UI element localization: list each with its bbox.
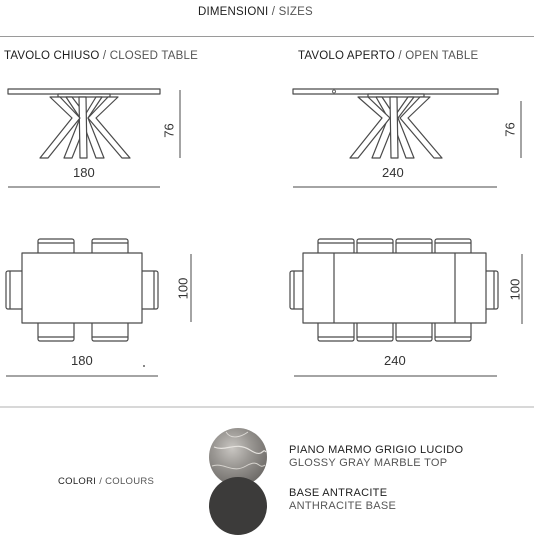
open-label-separator: / (398, 50, 402, 62)
closed-label-english: CLOSED TABLE (109, 50, 198, 62)
open-label-italian: TAVOLO APERTO (298, 50, 395, 62)
open-length-label: 240 (382, 165, 404, 180)
colour-name-italian: BASE ANTRACITE (289, 487, 388, 499)
open-width-label: 100 (507, 278, 523, 301)
colours-label-italian: COLORI (58, 476, 97, 487)
closed-height-label: 76 (161, 123, 177, 138)
colour-item-marble (289, 444, 463, 469)
closed-top-view (6, 239, 158, 341)
title-english: SIZES (278, 6, 313, 18)
open-height-label: 76 (502, 122, 518, 137)
colour-name-italian: PIANO MARMO GRIGIO LUCIDO (289, 444, 464, 456)
colours-label (58, 476, 154, 487)
colour-name-english: GLOSSY GRAY MARBLE TOP (289, 457, 448, 469)
closed-label-separator: / (102, 50, 107, 62)
closed-side-view (8, 89, 160, 158)
title-separator: / (271, 6, 276, 18)
title-italian: DIMENSIONI (198, 6, 269, 18)
colours-label-english: COLOURS (105, 476, 155, 487)
colours-label-separator: / (99, 476, 103, 487)
closed-width-label: 100 (175, 277, 191, 300)
open-top-view (290, 239, 498, 341)
closed-label-italian: TAVOLO CHIUSO (4, 50, 100, 62)
open-label-english: OPEN TABLE (405, 50, 479, 62)
closed-length-label-top: 180 (71, 353, 93, 368)
open-side-view (293, 89, 498, 158)
colour-item-anthracite (289, 487, 396, 512)
anthracite-swatch (209, 477, 267, 535)
colour-name-english: ANTHRACITE BASE (289, 500, 397, 512)
open-length-label-top: 240 (384, 353, 406, 368)
closed-length-label: 180 (73, 165, 95, 180)
